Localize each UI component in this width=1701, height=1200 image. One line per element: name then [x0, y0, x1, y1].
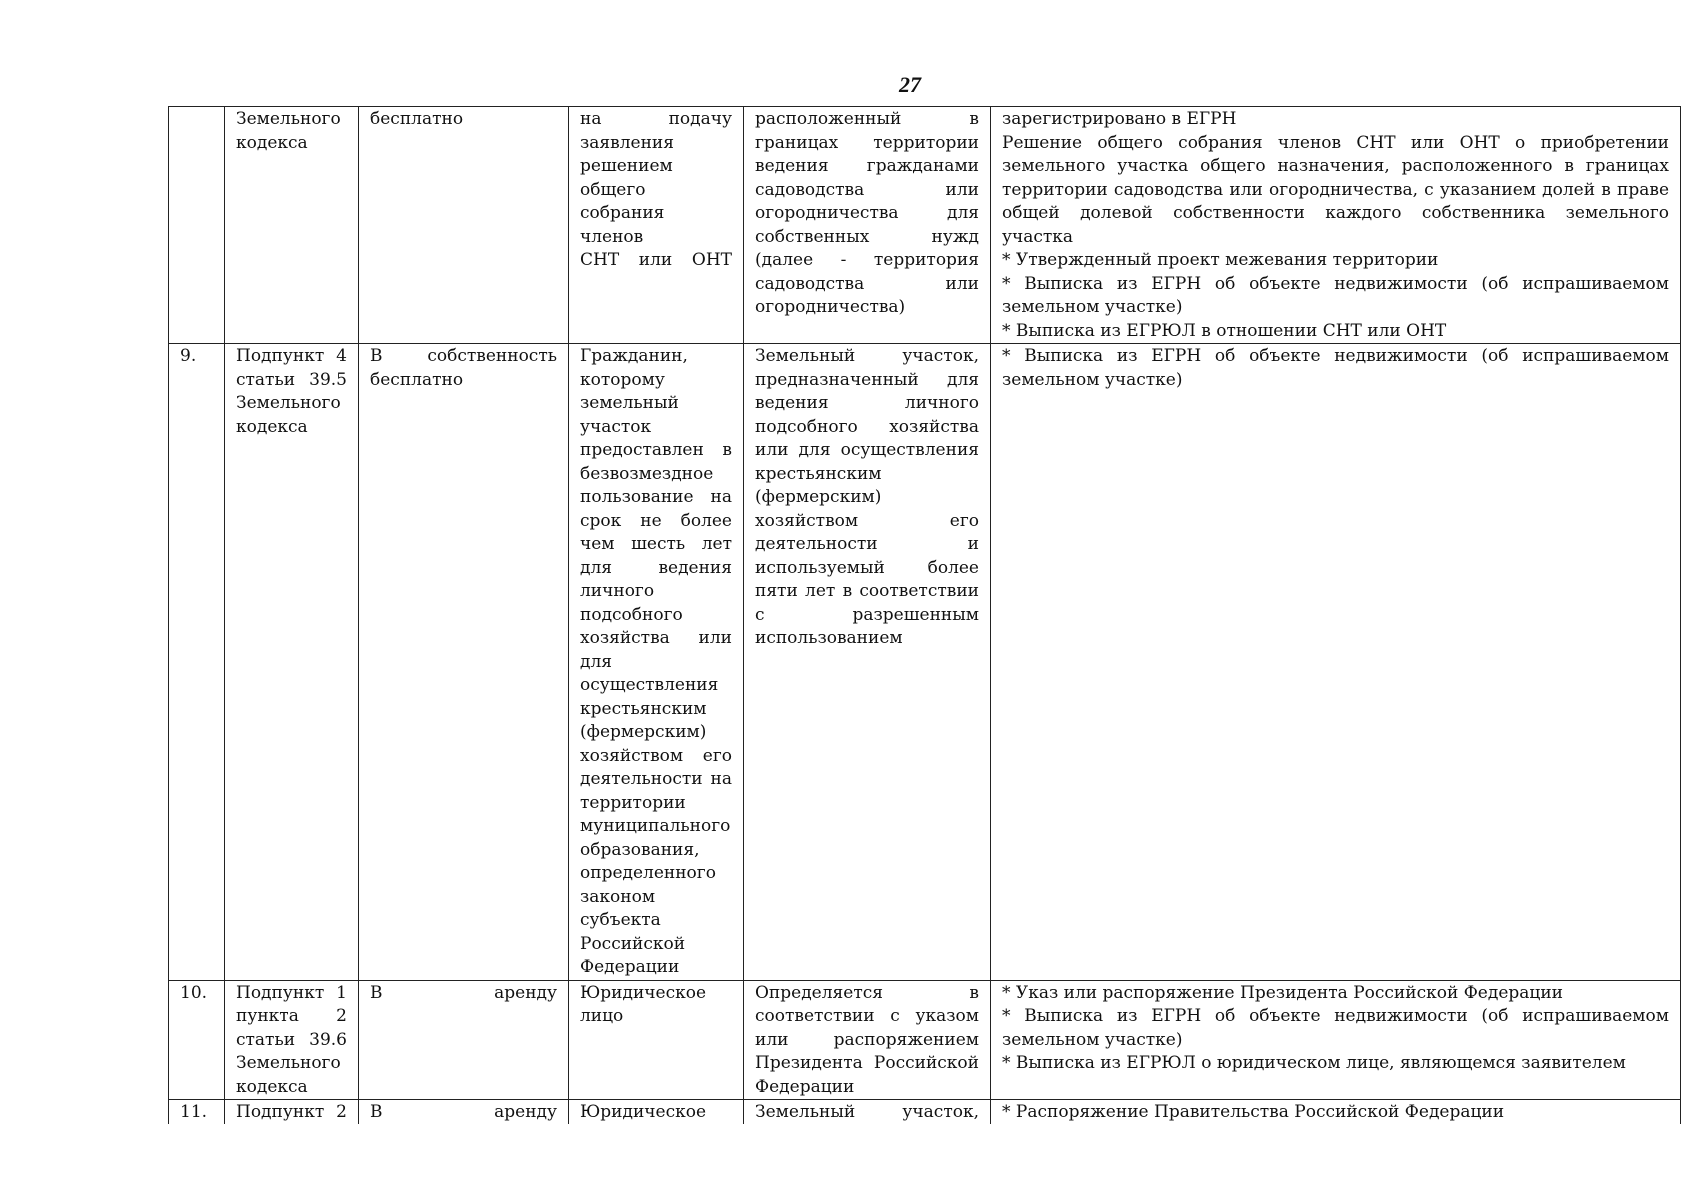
cell-text-line: использованием [755, 628, 903, 648]
cell-text-line: используемый более [755, 557, 979, 578]
cell-legal-basis [225, 1100, 359, 1125]
cell-text-line: законом [580, 886, 656, 907]
cell-text-line: * Выписка из ЕГРН об объекте недвижимости (об испрашиваемом земельном участке) [1002, 346, 1669, 390]
cell-text-line: кодекса [236, 416, 308, 437]
cell-text-line: пункта 2 [236, 1006, 347, 1026]
cell-text-line: Земельного [236, 393, 341, 413]
cell-text-line: * Указ или распоряжение Президента Российской Федерации [1002, 982, 1563, 1003]
cell-required-documents [991, 1100, 1681, 1125]
cell-text-line: срок не более [580, 510, 732, 531]
cell-text-line: крестьянским [580, 698, 707, 719]
cell-land-plot [744, 344, 991, 981]
page-number: 27 [899, 72, 921, 97]
cell-text-line: кодекса [236, 132, 308, 153]
cell-land-plot [744, 107, 991, 344]
cell-text-line: Решение общего собрания членов СНТ или ОНТ о приобретении земельного участка общего назначения, расположенного в границах территории садоводства или огородничества, с указанием долей в праве общей долевой собственности каждого собственника земельного участка [1002, 132, 1669, 247]
cell-text-line: лицо [580, 1006, 624, 1026]
cell-text-line: * Выписка из ЕГРН об объекте недвижимости (об испрашиваемом земельном участке) [1002, 273, 1669, 317]
cell-land-plot [744, 980, 991, 1100]
cell-text-line: подсобного [580, 604, 683, 625]
cell-text-line: хозяйства или [580, 628, 732, 648]
cell-text-line: статьи 39.6 [236, 1029, 347, 1050]
cell-provision-type [359, 107, 569, 344]
cell-text-line: ведения гражданами [755, 156, 979, 176]
cell-text-line: пользование на [580, 487, 732, 507]
cell-text-line: общего [580, 179, 646, 200]
table-row [169, 980, 1681, 1100]
cell-text-line: (фермерским) [580, 722, 707, 742]
cell-row-number: 9. [169, 344, 225, 981]
cell-text-line: В собственность [370, 346, 557, 366]
cell-text-line: (далее - территория [755, 250, 979, 270]
cell-applicant [569, 344, 744, 981]
cell-text-line: или для осуществления [755, 440, 979, 460]
cell-text-line: которому [580, 369, 665, 390]
cell-text-line: земельный [580, 393, 679, 413]
cell-text-line: территории [580, 792, 686, 813]
cell-text-line: В аренду [370, 982, 557, 1003]
cell-text-line: крестьянским [755, 463, 882, 484]
cell-text-line: садоводства или [755, 179, 979, 200]
cell-text-line: для ведения [580, 557, 732, 578]
cell-text-line: огородничества) [755, 297, 906, 317]
cell-text-line: Земельный участок, [755, 346, 979, 366]
cell-text-line: бесплатно [370, 109, 464, 129]
land-provision-table [168, 106, 1681, 1124]
cell-text-line: бесплатно [370, 369, 464, 390]
cell-text-line: деятельности и [755, 534, 979, 554]
cell-required-documents [991, 980, 1681, 1100]
table-row [169, 344, 1681, 981]
cell-text-line: на подачу [580, 109, 732, 129]
cell-provision-type [359, 980, 569, 1100]
cell-legal-basis [225, 980, 359, 1100]
cell-text-line: образования, [580, 839, 700, 860]
cell-text-line: кодекса [236, 1076, 308, 1097]
cell-text-line: Земельного [236, 109, 341, 129]
cell-text-line: СНТ или ОНТ [580, 250, 732, 270]
cell-text-line: * Распоряжение Правительства Российской Федерации [1002, 1102, 1505, 1122]
cell-text-line: безвозмездное [580, 463, 714, 484]
cell-text-line: или распоряжением [755, 1029, 979, 1050]
cell-text-line: соответствии с указом [755, 1006, 979, 1026]
cell-text-line: подсобного хозяйства [755, 416, 979, 437]
table-body [169, 107, 1681, 1125]
cell-text-line: деятельности на [580, 769, 732, 789]
table-row [169, 107, 1681, 344]
cell-text-line: личного [580, 581, 655, 601]
cell-text-line: чем шесть лет [580, 534, 732, 554]
cell-land-plot [744, 1100, 991, 1125]
cell-text-line: Юридическое [580, 982, 707, 1003]
cell-text-line: ведения личного [755, 393, 979, 413]
cell-text-line: Гражданин, [580, 346, 688, 366]
cell-text-line: Президента Российской [755, 1053, 979, 1073]
cell-provision-type [359, 344, 569, 981]
cell-text-line: Подпункт 1 [236, 982, 347, 1003]
cell-text-line: Определяется в [755, 982, 979, 1003]
cell-text-line: Земельного [236, 1053, 341, 1073]
cell-text-line: зарегистрировано в ЕГРН [1002, 109, 1237, 129]
table-row [169, 1100, 1681, 1125]
cell-required-documents [991, 107, 1681, 344]
cell-required-documents [991, 344, 1681, 981]
cell-text-line: определенного [580, 863, 716, 883]
cell-text-line: хозяйством его [755, 510, 979, 531]
cell-text-line: Юридическое [580, 1102, 707, 1122]
cell-text-line: Российской [580, 933, 686, 954]
cell-text-line: статьи 39.5 [236, 369, 347, 390]
cell-text-line: (фермерским) [755, 487, 882, 507]
cell-text-line: Федерации [755, 1076, 855, 1097]
cell-text-line: границах территории [755, 132, 979, 153]
cell-text-line: решением [580, 156, 673, 176]
cell-text-line: * Выписка из ЕГРЮЛ о юридическом лице, являющемся заявителем [1002, 1053, 1626, 1073]
cell-applicant [569, 1100, 744, 1125]
cell-text-line: огородничества для [755, 203, 979, 223]
cell-text-line: Земельный участок, [755, 1102, 979, 1122]
cell-text-line: субъекта [580, 910, 661, 930]
cell-text-line: для [580, 651, 612, 672]
cell-text-line: собрания членов [580, 203, 665, 247]
cell-text-line: собственных нужд [755, 226, 979, 247]
cell-legal-basis [225, 107, 359, 344]
cell-applicant [569, 980, 744, 1100]
cell-legal-basis [225, 344, 359, 981]
cell-text-line: с разрешенным [755, 604, 979, 625]
cell-text-line: осуществления [580, 675, 719, 695]
cell-text-line: заявления [580, 132, 674, 153]
cell-text-line: предназначенный для [755, 369, 979, 390]
cell-text-line: * Выписка из ЕГРН об объекте недвижимости (об испрашиваемом земельном участке) [1002, 1006, 1669, 1050]
cell-text-line: В аренду [370, 1102, 557, 1122]
cell-text-line: садоводства или [755, 273, 979, 294]
cell-text-line: Подпункт 4 [236, 346, 347, 366]
cell-text-line: * Выписка из ЕГРЮЛ в отношении СНТ или ОНТ [1002, 320, 1447, 341]
cell-text-line: предоставлен в [580, 440, 732, 460]
cell-row-number: 10. [169, 980, 225, 1100]
cell-text-line: расположенный в [755, 109, 979, 129]
cell-text-line: * Утвержденный проект межевания территории [1002, 250, 1439, 270]
cell-text-line: муниципального [580, 816, 731, 836]
cell-row-number [169, 107, 225, 344]
cell-text-line: Подпункт 2 [236, 1102, 347, 1122]
cell-row-number: 11. [169, 1100, 225, 1125]
cell-applicant [569, 107, 744, 344]
cell-provision-type [359, 1100, 569, 1125]
cell-text-line: пяти лет в соответствии [755, 581, 979, 601]
cell-text-line: участок [580, 416, 652, 437]
cell-text-line: хозяйством его [580, 745, 732, 766]
cell-text-line: Федерации [580, 957, 680, 977]
